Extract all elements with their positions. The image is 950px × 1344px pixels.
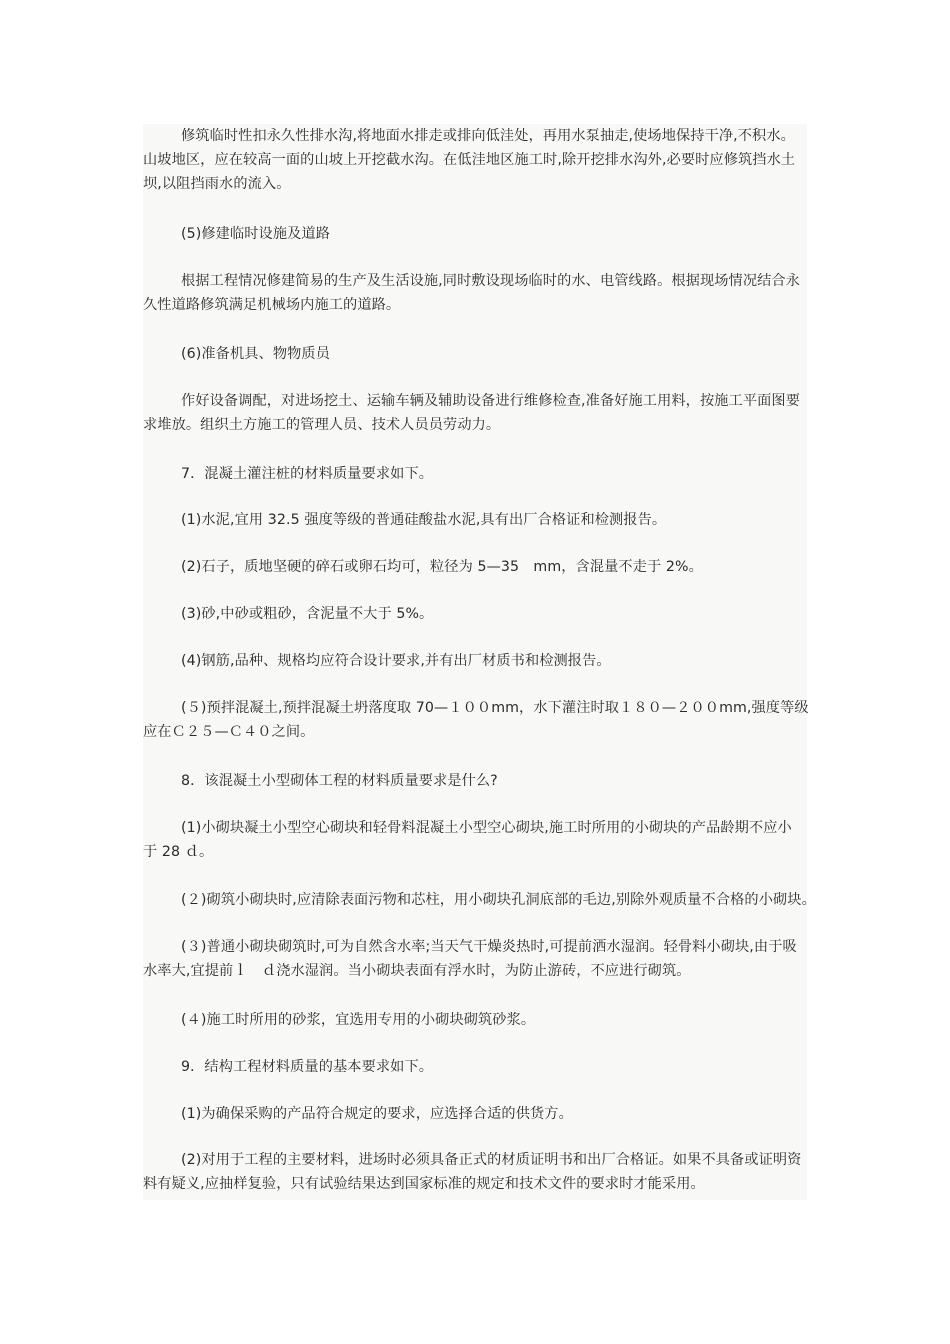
text-line: (1)为确保采购的产品符合规定的要求，应选择合适的供货方。 [181,1106,573,1122]
text-line: 9．结构工程材料质量的基本要求如下。 [181,1059,434,1075]
text-line: 7．混凝土灌注桩的材料质量要求如下。 [181,466,434,482]
list-item-masonry-cleaning [143,888,816,912]
text-line: 求堆放。组织土方施工的管理人员、技术人员员劳动力。 [143,417,501,433]
text-line: (5)修建临时设施及道路 [181,226,330,242]
list-item-supplier [143,1102,807,1126]
section-heading-7 [143,462,807,486]
paragraph-equipment [143,389,807,437]
list-item-certificates [143,1148,807,1196]
text-line: (3)砂,中砂或粗砂，含泥量不大于 5%。 [181,606,434,622]
text-line: 水率大,宜提前ｌ ｄ浇水湿润。当小砌块表面有浮水时，为防止游砖，不应进行砌筑。 [143,963,691,979]
text-line: 作好设备调配，对进场挖土、运输车辆及辅助设备进行维修检查,准备好施工用料，按施工平面图要 [181,393,800,409]
text-line: (２)砌筑小砌块时,应清除表面污物和芯柱，用小砌块孔洞底部的毛边,别除外观质量不合格的小砌块。 [181,892,816,908]
list-item-sand [143,602,807,626]
text-line: 修筑临时性扣永久性排水沟,将地面水排走或排向低洼处，再用水泵抽走,使场地保持干净,不积水。 [181,128,795,144]
text-line: 根据工程情况修建简易的生产及生活设施,同时敷设现场临时的水、电管线路。根据现场情况结合永 [181,273,800,289]
list-item-blocks [143,816,807,864]
text-line: (３)普通小砌块砌筑时,可为自然含水率;当天气干燥炎热时,可提前洒水湿润。轻骨料小砌块,由于吸 [181,939,797,955]
list-item-cement [143,508,807,532]
section-heading-6 [143,342,807,366]
text-line: (6)准备机具、物物质员 [181,346,330,362]
paragraph-temporary-facilities [143,269,807,317]
text-line: (５)预拌混凝土,预拌混凝土坍落度取 70—１００mm，水下灌注时取１８０—２００mm,强度等级 [181,700,809,716]
text-line: 山坡地区，应在较高一面的山坡上开挖截水沟。在低洼地区施工时,除开挖排水沟外,必要时应修筑挡水土 [143,152,796,168]
section-heading-8 [143,769,807,793]
text-line: 8．该混凝土小型砌体工程的材料质量要求是什么? [181,773,498,789]
paragraph-drainage [143,124,807,196]
list-item-concrete [143,696,807,744]
text-line: 坝,以阻挡雨水的流入。 [143,176,291,192]
list-item-watering [143,935,807,983]
text-line: (2)对用于工程的主要材料，进场时必须具备正式的材质证明书和出厂合格证。如果不具备或证明资 [181,1152,802,1168]
text-line: (2)石子，质地坚硬的碎石或卵石均可，粒径为 5—35 mm，含混量不走于 2%。 [181,559,703,575]
text-line: (４)施工时所用的砂浆，宜选用专用的小砌块砌筑砂浆。 [181,1012,536,1028]
text-line: 于 28 ｄ。 [143,844,214,860]
text-line: (1)小砌块凝土小型空心砌块和轻骨料混凝土小型空心砌块,施工时所用的小砌块的产品龄期不应小 [181,820,792,836]
text-line: 料有疑义,应抽样复验，只有试验结果达到国家标准的规定和技术文件的要求时才能采用。 [143,1176,705,1192]
section-heading-9 [143,1055,807,1079]
text-line: 应在Ｃ２５—Ｃ４０之间。 [143,724,315,740]
section-heading-5 [143,222,807,246]
text-line: (1)水泥,宜用 32.5 强度等级的普通硅酸盐水泥,具有出厂合格证和检测报告。 [181,512,667,528]
list-item-gravel [143,555,807,579]
text-line: 久性道路修筑满足机械场内施工的道路。 [143,297,401,313]
text-line: (4)钢筋,品种、规格均应符合设计要求,并有出厂材质书和检测报告。 [181,653,611,669]
list-item-rebar [143,649,807,673]
list-item-mortar [143,1008,807,1032]
document-body [143,124,816,1200]
